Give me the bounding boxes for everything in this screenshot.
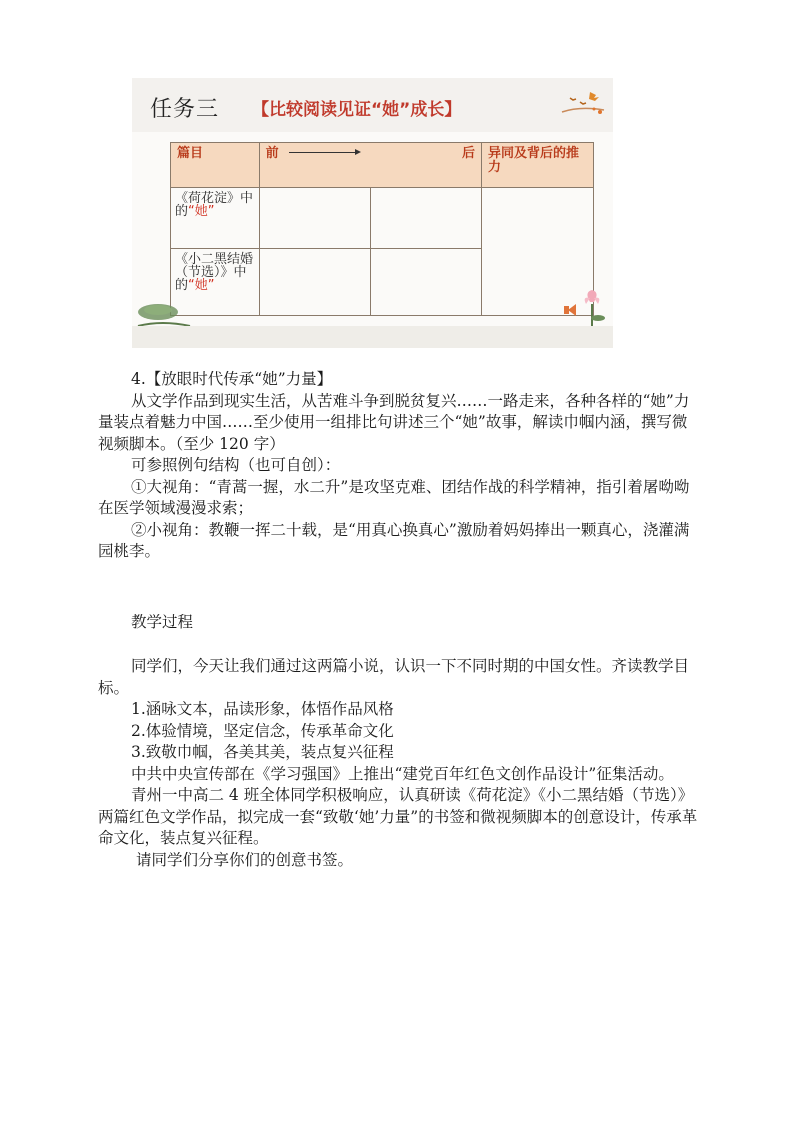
section4-ref-intro: 可参照例句结构（也可自创）： xyxy=(131,456,341,474)
teaching-process-body xyxy=(98,656,698,871)
header-after: 后 xyxy=(462,146,476,161)
teaching-process xyxy=(98,612,698,634)
header-before: 前 xyxy=(265,146,279,161)
task-card xyxy=(132,78,613,348)
process-paragraph-2: 青州一中高二 4 班全体同学积极响应，认真研读《荷花淀》《小二黑结婚（节选）》两篇红色文学作品，拟完成一套“致敬‘她’力量”的书签和微视频脚本的创意设计，传承革命文化，装点复兴征程。 xyxy=(98,786,698,847)
process-goal-3: 3.致敬巾帼，各美其美，装点复兴征程 xyxy=(131,743,394,761)
cell-before xyxy=(259,188,370,249)
cell-before xyxy=(259,249,370,316)
process-goal-2: 2.体验情境，坚定信念，传承革命文化 xyxy=(131,721,394,740)
process-paragraph-3: 请同学们分享你们的创意书签。 xyxy=(136,850,354,869)
row-title-she: “她” xyxy=(188,204,215,219)
task-title: 任务三 xyxy=(150,97,220,122)
task-table xyxy=(170,142,594,316)
lotus-leaf-icon xyxy=(134,290,194,330)
header-before-after xyxy=(259,143,481,188)
row-title-text: 《小二黑结婚（节选）》中的 xyxy=(175,252,254,293)
section4-example-2: ②小视角：教鞭一挥二十载，是“用真心换真心”激励着妈妈捧出一颗真心，浇灌满园桃李。 xyxy=(98,520,690,560)
section4-prompt: 从文学作品到现实生活，从苦难斗争到脱贫复兴……一路走来，各种各样的“她”力量装点着魅力中国……至少使用一组排比句讲述三个“她”故事，解读巾帼内涵，撰写微视频脚本。（至少 120 字） xyxy=(98,391,690,453)
section4-example-1: ①大视角：“青蒿一握，水二升”是攻坚克难、团结作战的科学精神，指引着屠呦呦在医学领域漫漫求索； xyxy=(98,477,690,517)
table-row xyxy=(171,188,594,249)
process-paragraph-1: 中共中央宣传部在《学习强国》上推出“建党百年红色文创作品设计”征集活动。 xyxy=(131,764,674,783)
birds-branch-icon xyxy=(560,84,608,118)
process-goal-1: 1.涵咏文本，品读形象，体悟作品风格 xyxy=(131,700,394,718)
card-bottom-band xyxy=(132,326,613,348)
task-subtitle: 【比较阅读见证“她”成长】 xyxy=(252,100,462,120)
lotus-flower-icon xyxy=(562,288,606,328)
section4 xyxy=(98,369,698,563)
row-title-text: 《荷花淀》中的 xyxy=(175,191,254,219)
process-heading: 教学过程 xyxy=(131,613,194,631)
cell-after xyxy=(370,249,481,316)
process-intro: 同学们，今天让我们通过这两篇小说，认识一下不同时期的中国女性。齐读教学目标。 xyxy=(98,657,690,697)
task-header xyxy=(132,78,613,132)
cell-after xyxy=(370,188,481,249)
section4-heading: 4.【放眼时代传承“她”力量】 xyxy=(131,370,333,388)
table-header-row xyxy=(171,143,594,188)
header-title-label: 篇目 xyxy=(177,146,204,161)
header-reason: 异同及背后的推力 xyxy=(482,143,594,188)
header-title xyxy=(171,143,260,188)
arrow-right-icon xyxy=(289,152,359,153)
row-title-she: “她” xyxy=(188,278,215,293)
row-title xyxy=(171,188,260,249)
